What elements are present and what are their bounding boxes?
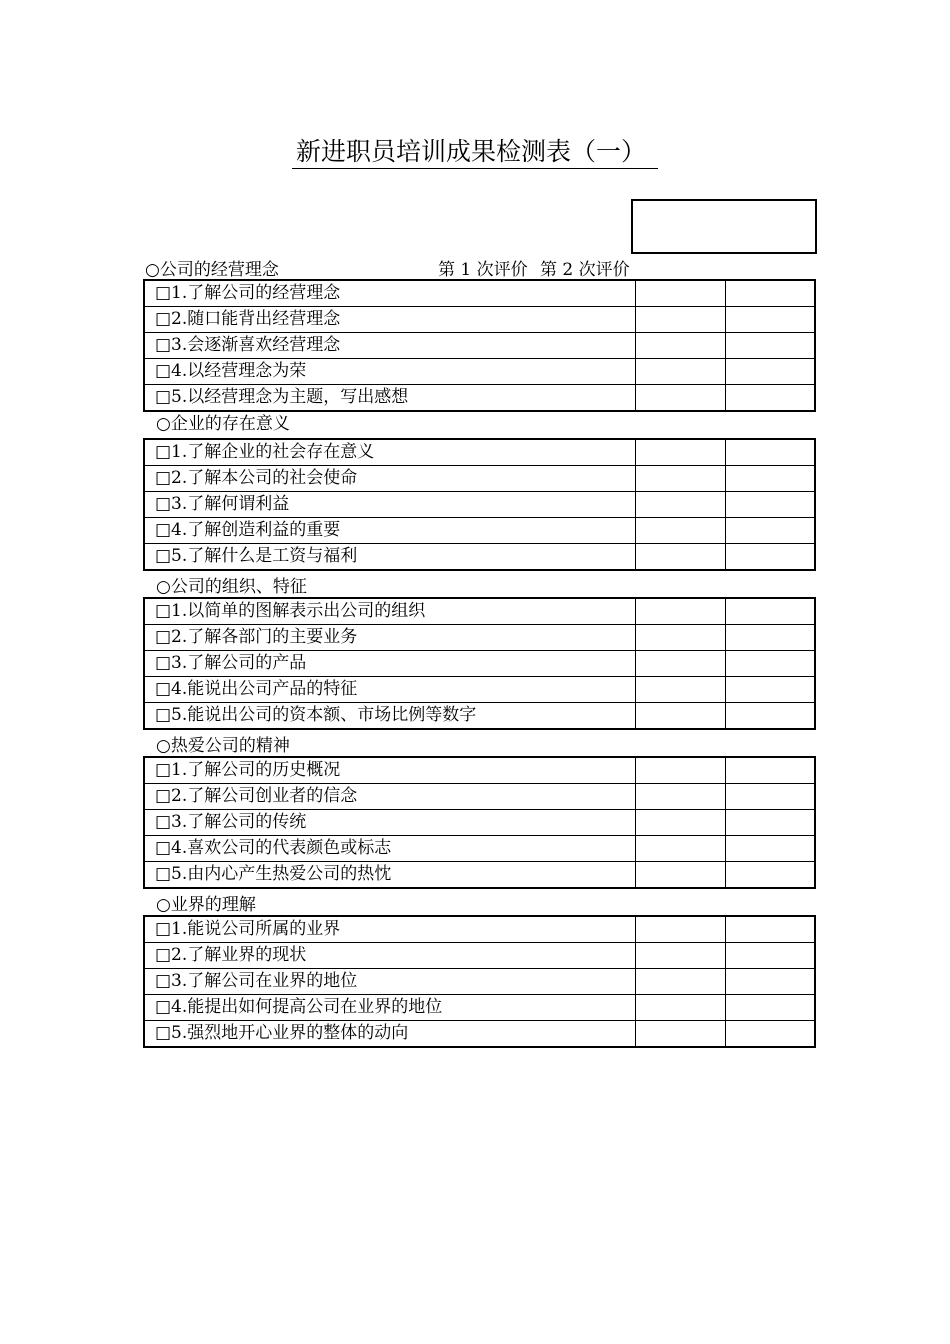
eval-1-cell[interactable] — [636, 466, 725, 492]
score-box[interactable] — [631, 199, 817, 254]
eval-2-cell[interactable] — [725, 625, 815, 651]
eval-2-cell[interactable] — [725, 943, 815, 969]
eval-2-cell[interactable] — [725, 307, 815, 333]
eval-1-cell[interactable] — [636, 836, 725, 862]
section-title: ○业界的理解 — [156, 895, 256, 915]
eval-2-cell[interactable] — [725, 385, 815, 412]
eval-2-cell[interactable] — [725, 518, 815, 544]
item-label: □5.由内心产生热爱公司的热忱 — [144, 862, 636, 889]
table-row — [144, 307, 815, 333]
eval-1-cell[interactable] — [636, 625, 725, 651]
item-label: □1.了解企业的社会存在意义 — [144, 439, 636, 466]
table-row — [144, 466, 815, 492]
eval-1-cell[interactable] — [636, 995, 725, 1021]
eval-2-cell[interactable] — [725, 359, 815, 385]
table-row — [144, 784, 815, 810]
item-label: □5.能说出公司的资本额、市场比例等数字 — [144, 703, 636, 730]
item-label: □2.了解各部门的主要业务 — [144, 625, 636, 651]
eval-1-cell[interactable] — [636, 1021, 725, 1048]
eval-1-cell[interactable] — [636, 544, 725, 571]
eval-2-cell[interactable] — [725, 466, 815, 492]
page-title: 新进职员培训成果检测表（一） — [0, 132, 950, 168]
item-label: □4.了解创造利益的重要 — [144, 518, 636, 544]
item-label: □1.了解公司的经营理念 — [144, 280, 636, 307]
table-row — [144, 385, 815, 412]
section-table-3 — [143, 597, 816, 730]
eval-2-cell[interactable] — [725, 703, 815, 730]
item-label: □1.了解公司的历史概况 — [144, 757, 636, 784]
eval-2-cell[interactable] — [725, 651, 815, 677]
section-title: ○企业的存在意义 — [156, 414, 290, 434]
item-label: □2.了解公司创业者的信念 — [144, 784, 636, 810]
eval-1-cell[interactable] — [636, 518, 725, 544]
table-row — [144, 1021, 815, 1048]
eval-2-cell[interactable] — [725, 280, 815, 307]
eval-2-cell[interactable] — [725, 836, 815, 862]
item-label: □2.了解本公司的社会使命 — [144, 466, 636, 492]
section-title: ○公司的组织、特征 — [156, 577, 307, 597]
table-row — [144, 518, 815, 544]
table-row — [144, 943, 815, 969]
eval-1-cell[interactable] — [636, 492, 725, 518]
eval-1-cell[interactable] — [636, 757, 725, 784]
eval-1-cell[interactable] — [636, 916, 725, 943]
item-label: □1.以简单的图解表示出公司的组织 — [144, 598, 636, 625]
eval-1-cell[interactable] — [636, 969, 725, 995]
eval-1-cell[interactable] — [636, 784, 725, 810]
eval-1-cell[interactable] — [636, 385, 725, 412]
eval-2-cell[interactable] — [725, 995, 815, 1021]
section-table-1 — [143, 279, 816, 412]
item-label: □5.强烈地开心业界的整体的动向 — [144, 1021, 636, 1048]
eval-2-cell[interactable] — [725, 1021, 815, 1048]
eval-1-cell[interactable] — [636, 307, 725, 333]
eval-1-cell[interactable] — [636, 943, 725, 969]
item-label: □5.以经营理念为主题，写出感想 — [144, 385, 636, 412]
item-label: □2.了解业界的现状 — [144, 943, 636, 969]
item-label: □4.能说出公司产品的特征 — [144, 677, 636, 703]
eval-2-cell[interactable] — [725, 333, 815, 359]
item-label: □4.喜欢公司的代表颜色或标志 — [144, 836, 636, 862]
eval-2-cell[interactable] — [725, 492, 815, 518]
section-table-4 — [143, 756, 816, 889]
table-row — [144, 810, 815, 836]
table-row — [144, 995, 815, 1021]
table-row — [144, 836, 815, 862]
table-row — [144, 598, 815, 625]
eval-1-cell[interactable] — [636, 280, 725, 307]
eval-2-cell[interactable] — [725, 810, 815, 836]
eval-2-cell[interactable] — [725, 439, 815, 466]
eval-1-cell[interactable] — [636, 651, 725, 677]
table-row — [144, 280, 815, 307]
eval-2-cell[interactable] — [725, 916, 815, 943]
eval-1-header: 第 1 次评价 — [438, 260, 528, 280]
table-row — [144, 969, 815, 995]
eval-2-cell[interactable] — [725, 544, 815, 571]
eval-1-cell[interactable] — [636, 333, 725, 359]
table-row — [144, 492, 815, 518]
item-label: □3.了解公司的产品 — [144, 651, 636, 677]
eval-1-cell[interactable] — [636, 703, 725, 730]
table-header — [0, 255, 950, 280]
table-row — [144, 544, 815, 571]
eval-2-cell[interactable] — [725, 862, 815, 889]
table-row — [144, 677, 815, 703]
table-row — [144, 916, 815, 943]
item-label: □1.能说公司所属的业界 — [144, 916, 636, 943]
section-table-2 — [143, 438, 816, 571]
eval-1-cell[interactable] — [636, 439, 725, 466]
table-row — [144, 439, 815, 466]
eval-1-cell[interactable] — [636, 359, 725, 385]
item-label: □3.了解公司的传统 — [144, 810, 636, 836]
eval-2-cell[interactable] — [725, 757, 815, 784]
section-title: ○公司的经营理念 — [145, 260, 279, 280]
table-row — [144, 651, 815, 677]
section-title: ○热爱公司的精神 — [156, 736, 290, 756]
eval-2-cell[interactable] — [725, 969, 815, 995]
item-label: □4.能提出如何提高公司在业界的地位 — [144, 995, 636, 1021]
table-row — [144, 625, 815, 651]
eval-1-cell[interactable] — [636, 677, 725, 703]
eval-2-header: 第 2 次评价 — [540, 260, 630, 280]
table-row — [144, 703, 815, 730]
section-table-5 — [143, 915, 816, 1048]
table-row — [144, 333, 815, 359]
eval-1-cell[interactable] — [636, 810, 725, 836]
item-label: □5.了解什么是工资与福利 — [144, 544, 636, 571]
item-label: □3.了解何谓利益 — [144, 492, 636, 518]
eval-1-cell[interactable] — [636, 862, 725, 889]
table-row — [144, 359, 815, 385]
item-label: □3.了解公司在业界的地位 — [144, 969, 636, 995]
item-label: □4.以经营理念为荣 — [144, 359, 636, 385]
table-row — [144, 862, 815, 889]
eval-2-cell[interactable] — [725, 598, 815, 625]
eval-1-cell[interactable] — [636, 598, 725, 625]
item-label: □2.随口能背出经营理念 — [144, 307, 636, 333]
eval-2-cell[interactable] — [725, 677, 815, 703]
eval-2-cell[interactable] — [725, 784, 815, 810]
item-label: □3.会逐渐喜欢经营理念 — [144, 333, 636, 359]
table-row — [144, 757, 815, 784]
